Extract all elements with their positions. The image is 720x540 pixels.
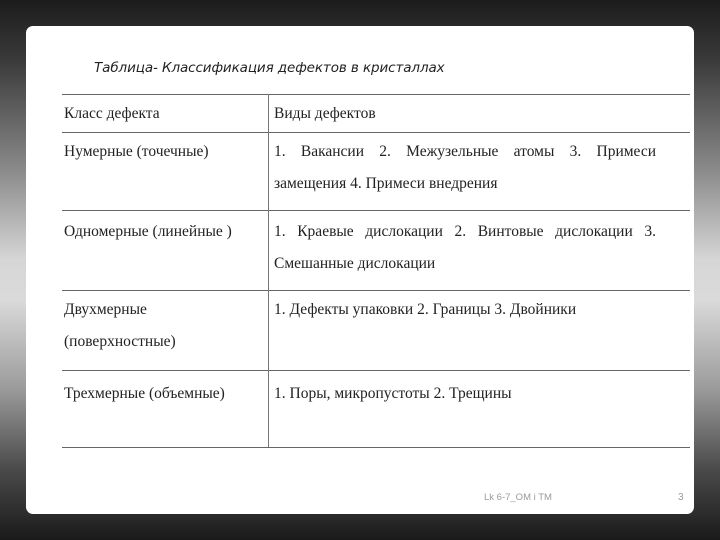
header-types: Виды дефектов	[274, 105, 376, 122]
table-rule-row1	[62, 210, 690, 211]
table-rule-row2	[62, 290, 690, 291]
table-rule-header	[62, 132, 690, 133]
row-class	[64, 294, 264, 358]
row-types	[274, 216, 656, 280]
row-class-line: Нумерные (точечные)	[64, 143, 209, 160]
column-separator	[268, 290, 269, 370]
row-types-line: Смешанные дислокации	[274, 255, 436, 272]
row-types	[274, 136, 656, 200]
row-types-line: 1. Вакансии 2. Межузельные атомы 3. Примеси	[274, 143, 656, 160]
row-class	[64, 216, 264, 248]
row-types-line: 1. Дефекты упаковки 2. Границы 3. Двойники	[274, 301, 577, 318]
table-rule-row3	[62, 370, 690, 371]
column-separator	[268, 210, 269, 290]
slide-title: Таблица- Классификация дефектов в кристаллах	[94, 60, 445, 76]
row-types-line: замещения 4. Примеси внедрения	[274, 175, 498, 192]
row-types-line: 1. Краевые дислокации 2. Винтовые дислокации 3.	[274, 223, 656, 240]
table-rule-top	[62, 94, 690, 95]
row-types	[274, 294, 656, 326]
row-class-line: (поверхностные)	[64, 333, 176, 350]
row-class-line: Трехмерные (объемные)	[64, 385, 225, 402]
row-class	[64, 136, 264, 168]
row-types	[274, 378, 656, 410]
page-number: 3	[678, 492, 684, 503]
column-separator	[268, 370, 269, 447]
row-class	[64, 378, 264, 410]
table-rule-bottom	[62, 447, 690, 448]
row-class-line: Двухмерные	[64, 301, 147, 318]
row-types-line: 1. Поры, микропустоты 2. Трещины	[274, 385, 512, 402]
column-separator	[268, 94, 269, 132]
header-class: Класс дефекта	[64, 105, 160, 122]
row-class-line: Одномерные (линейные )	[64, 223, 232, 240]
slide-footer: Lk 6-7_OM i TM	[484, 492, 552, 503]
column-separator	[268, 132, 269, 210]
slide	[26, 26, 694, 514]
